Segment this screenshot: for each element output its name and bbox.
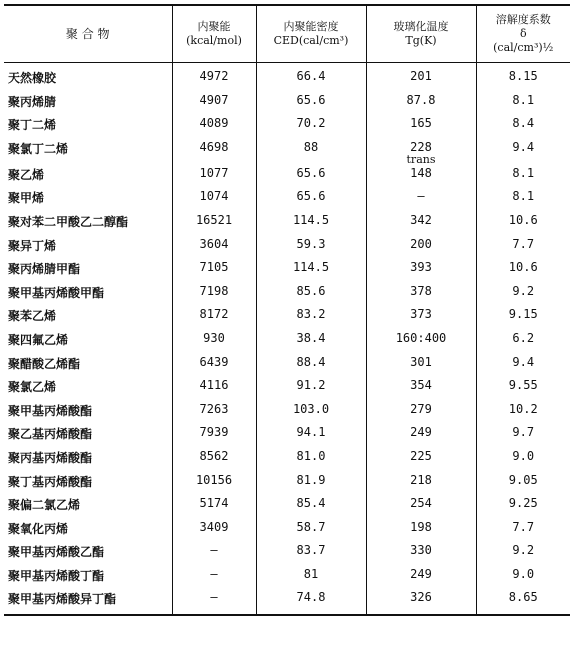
tg-cell bbox=[366, 116, 476, 140]
ced-cell-value: 81.0 bbox=[296, 448, 326, 463]
solubility-cell-value: 6.2 bbox=[512, 330, 535, 345]
table-row bbox=[4, 543, 570, 567]
cohesive-energy-cell bbox=[172, 473, 256, 497]
tg-cell-value: 228 bbox=[410, 139, 432, 154]
polymer-name-cell-value: 聚氧化丙烯 bbox=[8, 521, 69, 536]
polymer-name-cell bbox=[4, 355, 172, 379]
table-row bbox=[4, 307, 570, 331]
polymer-name-cell-value: 聚甲烯 bbox=[8, 191, 45, 206]
ced-cell-value: 65.6 bbox=[296, 92, 326, 107]
polymer-name-cell bbox=[4, 166, 172, 190]
ced-cell-value: 103.0 bbox=[292, 401, 330, 416]
solubility-cell bbox=[476, 378, 570, 402]
ced-cell bbox=[256, 63, 366, 93]
tg-cell bbox=[366, 237, 476, 261]
ced-cell-value: 83.7 bbox=[296, 543, 326, 558]
ced-cell bbox=[256, 140, 366, 166]
polymer-name-cell-value: 聚苯乙烯 bbox=[8, 309, 57, 324]
polymer-table-wrapper bbox=[4, 4, 570, 640]
ced-cell bbox=[256, 543, 366, 567]
header-solubility-unit: (cal/cm³)½ bbox=[493, 41, 554, 54]
polymer-name-cell bbox=[4, 63, 172, 93]
ced-cell-value: 65.6 bbox=[296, 189, 326, 204]
tg-cell bbox=[366, 260, 476, 284]
header-ced-title: 内聚能密度 bbox=[283, 20, 339, 33]
ced-cell-value: 59.3 bbox=[296, 236, 326, 251]
cohesive-energy-cell bbox=[172, 567, 256, 591]
table-row bbox=[4, 378, 570, 402]
table-row bbox=[4, 284, 570, 308]
cohesive-energy-cell bbox=[172, 520, 256, 544]
cohesive-energy-cell bbox=[172, 140, 256, 166]
polymer-name-cell bbox=[4, 331, 172, 355]
polymer-name-cell-value: 聚丙烯腈甲酯 bbox=[8, 262, 81, 277]
tg-cell-value: — bbox=[417, 189, 425, 204]
cohesive-energy-cell-value: 16521 bbox=[195, 212, 233, 227]
solubility-cell bbox=[476, 63, 570, 93]
ced-cell bbox=[256, 567, 366, 591]
cohesive-energy-cell bbox=[172, 496, 256, 520]
solubility-cell bbox=[476, 166, 570, 190]
solubility-cell bbox=[476, 237, 570, 261]
cohesive-energy-cell-value: 4116 bbox=[199, 378, 229, 393]
ced-cell bbox=[256, 284, 366, 308]
cohesive-energy-cell-value: 4698 bbox=[199, 139, 229, 154]
polymer-name-cell bbox=[4, 378, 172, 402]
solubility-cell-value: 9.25 bbox=[508, 496, 538, 511]
ced-cell-value: 58.7 bbox=[296, 519, 326, 534]
table-row bbox=[4, 189, 570, 213]
polymer-name-cell bbox=[4, 237, 172, 261]
polymer-name-cell-value: 聚氯乙烯 bbox=[8, 380, 57, 395]
solubility-cell-value: 8.1 bbox=[512, 165, 535, 180]
ced-cell bbox=[256, 116, 366, 140]
tg-cell bbox=[366, 425, 476, 449]
cohesive-energy-cell bbox=[172, 93, 256, 117]
ced-cell-value: 83.2 bbox=[296, 307, 326, 322]
tg-cell bbox=[366, 543, 476, 567]
tg-cell-value: 148 bbox=[410, 165, 432, 180]
table-row bbox=[4, 590, 570, 615]
cohesive-energy-cell bbox=[172, 402, 256, 426]
cohesive-energy-cell bbox=[172, 166, 256, 190]
tg-cell-value: 201 bbox=[410, 69, 432, 83]
ced-cell-value: 94.1 bbox=[296, 425, 326, 440]
ced-cell-value: 85.6 bbox=[296, 283, 326, 298]
cohesive-energy-cell-value: 4907 bbox=[199, 92, 229, 107]
cohesive-energy-cell-value: 7263 bbox=[199, 401, 229, 416]
table-row bbox=[4, 425, 570, 449]
cohesive-energy-cell bbox=[172, 237, 256, 261]
cohesive-energy-cell-value: 7198 bbox=[199, 283, 229, 298]
polymer-name-cell bbox=[4, 425, 172, 449]
ced-cell-value: 88 bbox=[303, 139, 319, 154]
header-solubility bbox=[476, 5, 570, 63]
polymer-name-cell bbox=[4, 284, 172, 308]
tg-cell-value: 279 bbox=[410, 401, 432, 416]
cohesive-energy-cell bbox=[172, 307, 256, 331]
polymer-name-cell-value: 聚甲基丙烯酸异丁酯 bbox=[8, 592, 117, 607]
polymer-properties-table bbox=[4, 4, 570, 616]
cohesive-energy-cell bbox=[172, 355, 256, 379]
ced-cell bbox=[256, 331, 366, 355]
table-row bbox=[4, 473, 570, 497]
polymer-name-cell bbox=[4, 543, 172, 567]
polymer-name-cell-value: 聚异丁烯 bbox=[8, 238, 57, 253]
polymer-name-cell-value: 聚氯丁二烯 bbox=[8, 141, 69, 156]
cohesive-energy-cell-value: 4972 bbox=[199, 69, 229, 83]
tg-cell bbox=[366, 284, 476, 308]
solubility-cell bbox=[476, 140, 570, 166]
tg-cell bbox=[366, 93, 476, 117]
ced-cell-value: 85.4 bbox=[296, 496, 326, 511]
ced-cell bbox=[256, 473, 366, 497]
ced-cell bbox=[256, 260, 366, 284]
cohesive-energy-cell bbox=[172, 116, 256, 140]
polymer-name-cell bbox=[4, 213, 172, 237]
table-row bbox=[4, 116, 570, 140]
ced-cell-value: 114.5 bbox=[292, 212, 330, 227]
solubility-cell bbox=[476, 116, 570, 140]
polymer-name-cell-value: 聚丁二烯 bbox=[8, 118, 57, 133]
polymer-name-cell-value: 聚甲基丙烯酸乙酯 bbox=[8, 545, 105, 560]
tg-cell bbox=[366, 63, 476, 93]
cohesive-energy-cell bbox=[172, 378, 256, 402]
table-row bbox=[4, 93, 570, 117]
table-row bbox=[4, 63, 570, 93]
cohesive-energy-cell bbox=[172, 425, 256, 449]
cohesive-energy-cell bbox=[172, 543, 256, 567]
solubility-cell bbox=[476, 520, 570, 544]
polymer-name-cell bbox=[4, 402, 172, 426]
header-solubility-title: 溶解度系数 bbox=[495, 13, 551, 26]
tg-cell-value: 87.8 bbox=[406, 92, 436, 107]
tg-cell-value: 373 bbox=[410, 307, 432, 322]
header-cohesive-energy bbox=[172, 5, 256, 63]
table-row bbox=[4, 331, 570, 355]
tg-cell-value: 218 bbox=[410, 472, 432, 487]
polymer-name-cell bbox=[4, 260, 172, 284]
polymer-name-cell-value: 聚甲基丙烯酸丁酯 bbox=[8, 568, 105, 583]
solubility-cell bbox=[476, 473, 570, 497]
solubility-cell-value: 8.65 bbox=[508, 590, 538, 605]
cohesive-energy-cell bbox=[172, 189, 256, 213]
tg-cell bbox=[366, 473, 476, 497]
solubility-cell-value: 9.0 bbox=[512, 566, 535, 581]
header-tg-unit: Tg(K) bbox=[405, 34, 437, 47]
tg-cell bbox=[366, 496, 476, 520]
ced-cell-value: 81.9 bbox=[296, 472, 326, 487]
polymer-name-cell bbox=[4, 590, 172, 615]
header-ced-unit: CED(cal/cm³) bbox=[273, 34, 349, 47]
tg-cell-value: 249 bbox=[410, 425, 432, 440]
polymer-name-cell bbox=[4, 140, 172, 166]
polymer-name-cell-value: 聚醋酸乙烯酯 bbox=[8, 356, 81, 371]
solubility-cell bbox=[476, 93, 570, 117]
solubility-cell-value: 10.6 bbox=[508, 212, 538, 227]
table-row bbox=[4, 355, 570, 379]
cohesive-energy-cell-value: 8562 bbox=[199, 448, 229, 463]
table-row bbox=[4, 402, 570, 426]
solubility-cell-value: 9.2 bbox=[512, 543, 535, 558]
tg-cell bbox=[366, 166, 476, 190]
polymer-name-cell bbox=[4, 189, 172, 213]
tg-cell bbox=[366, 213, 476, 237]
cohesive-energy-cell-value: 4089 bbox=[199, 116, 229, 131]
ced-cell bbox=[256, 307, 366, 331]
ced-cell-value: 65.6 bbox=[296, 165, 326, 180]
polymer-name-cell bbox=[4, 496, 172, 520]
ced-cell-value: 74.8 bbox=[296, 590, 326, 605]
table-row bbox=[4, 166, 570, 190]
cohesive-energy-cell-value: 3604 bbox=[199, 236, 229, 251]
solubility-cell-value: 9.55 bbox=[508, 378, 538, 393]
solubility-cell-value: 9.4 bbox=[512, 354, 535, 369]
tg-cell-value: 330 bbox=[410, 543, 432, 558]
ced-cell-value: 91.2 bbox=[296, 378, 326, 393]
tg-cell bbox=[366, 567, 476, 591]
cohesive-energy-cell bbox=[172, 331, 256, 355]
table-row bbox=[4, 140, 570, 166]
ced-cell bbox=[256, 213, 366, 237]
cohesive-energy-cell-value: 10156 bbox=[195, 472, 233, 487]
cohesive-energy-cell bbox=[172, 213, 256, 237]
cohesive-energy-cell-value: 1077 bbox=[199, 165, 229, 180]
ced-cell-value: 88.4 bbox=[296, 354, 326, 369]
cohesive-energy-cell-value: 930 bbox=[203, 330, 225, 345]
table-row bbox=[4, 213, 570, 237]
tg-cell-value: 165 bbox=[410, 116, 432, 131]
ced-cell-value: 66.4 bbox=[296, 69, 326, 83]
solubility-cell bbox=[476, 284, 570, 308]
solubility-cell bbox=[476, 355, 570, 379]
tg-cell-value: 249 bbox=[410, 566, 432, 581]
ced-cell-value: 114.5 bbox=[292, 260, 330, 275]
header-tg bbox=[366, 5, 476, 63]
tg-cell-value: 326 bbox=[410, 590, 432, 605]
polymer-name-cell bbox=[4, 449, 172, 473]
header-row bbox=[4, 5, 570, 63]
cohesive-energy-cell-value: 5174 bbox=[199, 496, 229, 511]
tg-cell-value: 254 bbox=[410, 496, 432, 511]
polymer-name-cell bbox=[4, 520, 172, 544]
ced-cell bbox=[256, 590, 366, 615]
solubility-cell bbox=[476, 449, 570, 473]
polymer-name-cell-value: 聚甲基丙烯酸甲酯 bbox=[8, 285, 105, 300]
tg-note: trans bbox=[406, 152, 436, 166]
tg-cell-value: 301 bbox=[410, 354, 432, 369]
cohesive-energy-cell-value: 6439 bbox=[199, 354, 229, 369]
polymer-name-cell-value: 聚丙烯腈 bbox=[8, 94, 57, 109]
table-body bbox=[4, 63, 570, 616]
cohesive-energy-cell-value: 1074 bbox=[199, 189, 229, 204]
cohesive-energy-cell-value: 3409 bbox=[199, 519, 229, 534]
cohesive-energy-cell bbox=[172, 449, 256, 473]
solubility-cell-value: 7.7 bbox=[512, 236, 535, 251]
solubility-cell bbox=[476, 260, 570, 284]
tg-cell-value: 342 bbox=[410, 212, 432, 227]
polymer-name-cell-value: 天然橡胶 bbox=[8, 71, 57, 85]
tg-cell bbox=[366, 189, 476, 213]
ced-cell bbox=[256, 425, 366, 449]
solubility-cell-value: 10.6 bbox=[508, 260, 538, 275]
ced-cell bbox=[256, 93, 366, 117]
cohesive-energy-cell bbox=[172, 284, 256, 308]
polymer-name-cell-value: 聚乙基丙烯酸酯 bbox=[8, 427, 93, 442]
tg-cell-value: 160:400 bbox=[395, 330, 447, 345]
ced-cell bbox=[256, 520, 366, 544]
tg-cell-value: 225 bbox=[410, 448, 432, 463]
ced-cell bbox=[256, 378, 366, 402]
ced-cell bbox=[256, 449, 366, 473]
tg-cell bbox=[366, 355, 476, 379]
table-row bbox=[4, 496, 570, 520]
tg-cell bbox=[366, 307, 476, 331]
ced-cell bbox=[256, 189, 366, 213]
tg-cell bbox=[366, 140, 476, 166]
cohesive-energy-cell bbox=[172, 260, 256, 284]
solubility-cell-value: 8.1 bbox=[512, 92, 535, 107]
cohesive-energy-cell-value: — bbox=[210, 543, 218, 558]
tg-cell-value: 200 bbox=[410, 236, 432, 251]
solubility-cell-value: 9.05 bbox=[508, 472, 538, 487]
polymer-name-cell-value: 聚甲基丙烯酸酯 bbox=[8, 403, 93, 418]
cohesive-energy-cell bbox=[172, 590, 256, 615]
header-tg-title: 玻璃化温度 bbox=[393, 20, 449, 33]
ced-cell bbox=[256, 355, 366, 379]
ced-cell bbox=[256, 166, 366, 190]
cohesive-energy-cell-value: — bbox=[210, 590, 218, 605]
solubility-cell-value: 8.15 bbox=[508, 69, 538, 83]
polymer-name-cell bbox=[4, 567, 172, 591]
solubility-cell-value: 9.2 bbox=[512, 283, 535, 298]
table-row bbox=[4, 567, 570, 591]
polymer-name-cell-value: 聚偏二氯乙烯 bbox=[8, 498, 81, 513]
polymer-name-cell-value: 聚丙基丙烯酸酯 bbox=[8, 450, 93, 465]
solubility-cell bbox=[476, 189, 570, 213]
polymer-name-cell-value: 聚丁基丙烯酸酯 bbox=[8, 474, 93, 489]
header-solubility-symbol: δ bbox=[519, 27, 527, 40]
solubility-cell-value: 9.15 bbox=[508, 307, 538, 322]
solubility-cell-value: 10.2 bbox=[508, 401, 538, 416]
polymer-name-cell bbox=[4, 307, 172, 331]
tg-cell bbox=[366, 590, 476, 615]
header-cohesive-energy-title: 内聚能 bbox=[197, 20, 231, 33]
header-cohesive-energy-unit: (kcal/mol) bbox=[186, 34, 242, 47]
solubility-cell-value: 8.4 bbox=[512, 116, 535, 131]
table-row bbox=[4, 260, 570, 284]
tg-cell bbox=[366, 402, 476, 426]
polymer-name-cell-value: 聚四氟乙烯 bbox=[8, 332, 69, 347]
tg-cell-value: 354 bbox=[410, 378, 432, 393]
solubility-cell-value: 9.0 bbox=[512, 448, 535, 463]
ced-cell-value: 38.4 bbox=[296, 330, 326, 345]
tg-cell bbox=[366, 520, 476, 544]
solubility-cell bbox=[476, 213, 570, 237]
ced-cell-value: 81 bbox=[303, 566, 319, 581]
polymer-name-cell-value: 聚乙烯 bbox=[8, 167, 45, 182]
cohesive-energy-cell-value: — bbox=[210, 566, 218, 581]
tg-cell-value: 393 bbox=[410, 260, 432, 275]
header-polymer bbox=[4, 5, 172, 63]
solubility-cell bbox=[476, 402, 570, 426]
polymer-name-cell bbox=[4, 473, 172, 497]
header-ced bbox=[256, 5, 366, 63]
cohesive-energy-cell-value: 7105 bbox=[199, 260, 229, 275]
tg-cell bbox=[366, 331, 476, 355]
ced-cell bbox=[256, 237, 366, 261]
ced-cell bbox=[256, 496, 366, 520]
solubility-cell bbox=[476, 567, 570, 591]
solubility-cell bbox=[476, 331, 570, 355]
table-row bbox=[4, 449, 570, 473]
ced-cell-value: 70.2 bbox=[296, 116, 326, 131]
cohesive-energy-cell-value: 8172 bbox=[199, 307, 229, 322]
ced-cell bbox=[256, 402, 366, 426]
header-polymer-label: 聚 合 物 bbox=[65, 27, 110, 41]
tg-cell bbox=[366, 378, 476, 402]
solubility-cell bbox=[476, 496, 570, 520]
polymer-name-cell-value: 聚对苯二甲酸乙二醇酯 bbox=[8, 214, 129, 229]
table-row bbox=[4, 237, 570, 261]
polymer-name-cell bbox=[4, 93, 172, 117]
tg-cell bbox=[366, 449, 476, 473]
tg-cell-value: 198 bbox=[410, 519, 432, 534]
solubility-cell bbox=[476, 425, 570, 449]
solubility-cell bbox=[476, 307, 570, 331]
polymer-name-cell bbox=[4, 116, 172, 140]
solubility-cell bbox=[476, 590, 570, 615]
solubility-cell-value: 9.4 bbox=[512, 139, 535, 154]
solubility-cell bbox=[476, 543, 570, 567]
solubility-cell-value: 7.7 bbox=[512, 519, 535, 534]
table-row bbox=[4, 520, 570, 544]
solubility-cell-value: 9.7 bbox=[512, 425, 535, 440]
solubility-cell-value: 8.1 bbox=[512, 189, 535, 204]
cohesive-energy-cell bbox=[172, 63, 256, 93]
tg-cell-value: 378 bbox=[410, 283, 432, 298]
cohesive-energy-cell-value: 7939 bbox=[199, 425, 229, 440]
